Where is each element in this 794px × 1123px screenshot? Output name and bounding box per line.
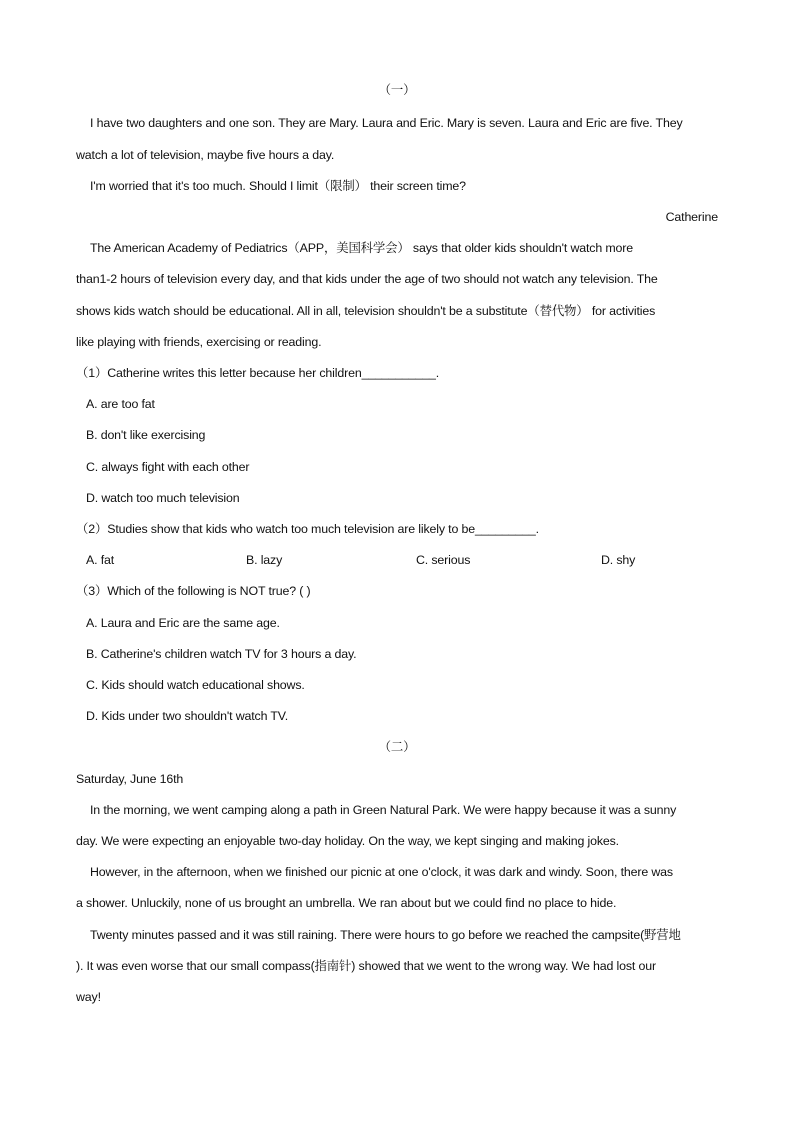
diary-line-6: ). It was even worse that our small compass(指南针) showed that we went to the wrong way. We had lost our xyxy=(76,959,656,973)
reply-line-3: shows kids watch should be educational. All in all, television shouldn't be a substitute（替代物） for activities xyxy=(76,304,656,318)
diary-line-5: Twenty minutes passed and it was still raining. There were hours to go before we reached the campsite(野营地 xyxy=(90,928,681,942)
letter-signature: Catherine xyxy=(665,210,718,224)
question-3-option-b: B. Catherine's children watch TV for 3 hours a day. xyxy=(86,647,357,661)
question-3-option-a: A. Laura and Eric are the same age. xyxy=(86,616,280,630)
question-1-option-d: D. watch too much television xyxy=(86,491,240,505)
question-1-option-b: B. don't like exercising xyxy=(86,428,206,442)
diary-line-2: day. We were expecting an enjoyable two-day holiday. On the way, we kept singing and making jokes. xyxy=(76,834,619,848)
reply-line-4: like playing with friends, exercising or reading. xyxy=(76,335,322,349)
section-heading-1: （一） xyxy=(378,83,416,97)
letter-line-3: I'm worried that it's too much. Should I limit（限制） their screen time? xyxy=(90,179,466,193)
diary-line-1: In the morning, we went camping along a path in Green Natural Park. We were happy because it was a sunny xyxy=(90,803,677,817)
reply-line-2: than1-2 hours of television every day, and that kids under the age of two should not watch any television. The xyxy=(76,272,658,286)
question-2-stem: （2）Studies show that kids who watch too much television are likely to be_________. xyxy=(76,522,539,536)
question-1-option-a: A. are too fat xyxy=(86,397,155,411)
letter-line-1: I have two daughters and one son. They are Mary. Laura and Eric. Mary is seven. Laura and Eric are five. They xyxy=(90,116,683,130)
diary-date: Saturday, June 16th xyxy=(76,772,184,786)
reply-line-1: The American Academy of Pediatrics（APP，美国科学会） says that older kids shouldn't watch more xyxy=(90,241,633,255)
diary-line-7: way! xyxy=(76,990,101,1004)
question-3-stem: （3）Which of the following is NOT true? ( ) xyxy=(76,584,311,598)
question-2-option-a: A. fat xyxy=(86,553,115,567)
diary-line-3: However, in the afternoon, when we finished our picnic at one o'clock, it was dark and windy. Soon, there was xyxy=(90,865,673,879)
question-3-option-c: C. Kids should watch educational shows. xyxy=(86,678,305,692)
diary-line-4: a shower. Unluckily, none of us brought an umbrella. We ran about but we could find no place to hide. xyxy=(76,896,617,910)
letter-line-2: watch a lot of television, maybe five hours a day. xyxy=(76,148,335,162)
question-2-option-c: C. serious xyxy=(416,553,471,567)
question-2-option-d: D. shy xyxy=(601,553,636,567)
question-1-option-c: C. always fight with each other xyxy=(86,460,250,474)
question-2-option-b: B. lazy xyxy=(246,553,283,567)
question-1-stem: （1）Catherine writes this letter because her children___________. xyxy=(76,366,440,380)
question-3-option-d: D. Kids under two shouldn't watch TV. xyxy=(86,709,289,723)
section-heading-2: （二） xyxy=(378,740,416,754)
